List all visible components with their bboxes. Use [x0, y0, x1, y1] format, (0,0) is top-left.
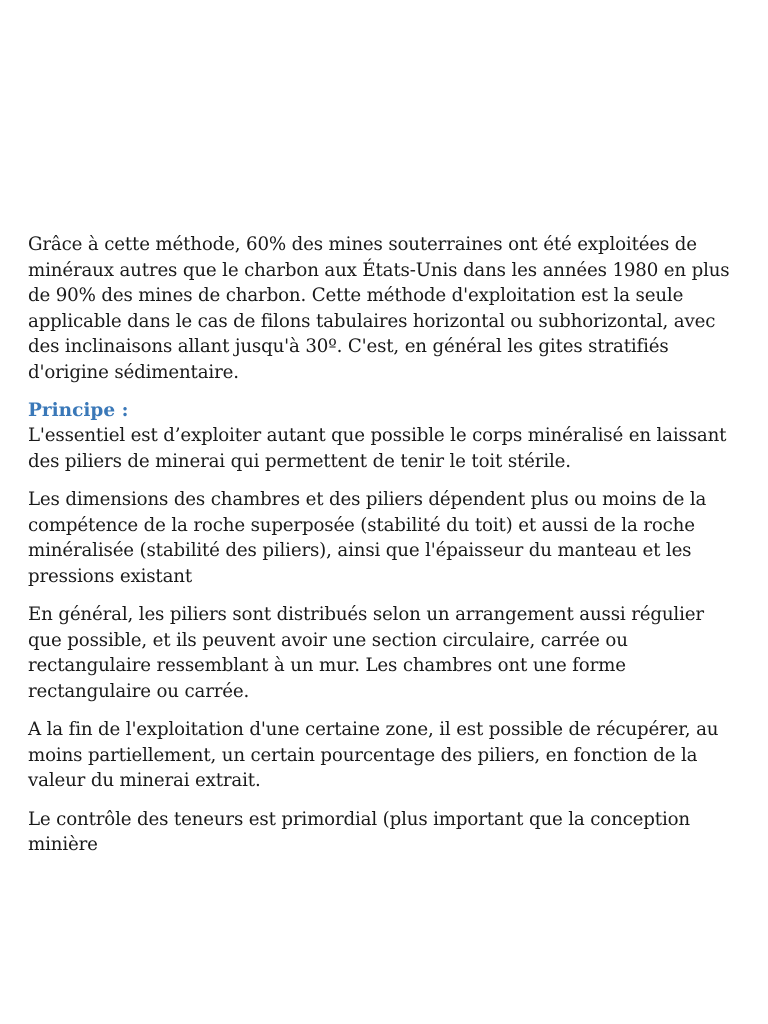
intro-paragraph: Grâce à cette méthode, 60% des mines souterraines ont été exploitées de minéraux autres que le charbon aux États-Unis dans les années 1980 en plus de 90% des mines de charbon. Cette méthode d'exploitation est la seule applicable dans le cas de filons tabulaires horizontal ou subhorizontal, avec des inclinaisons allant jusqu'à 30º. C'est, en général les gites stratifiés d'origine sédimentaire.: [28, 234, 730, 383]
document-page: [28, 232, 740, 855]
principe-paragraph-2: Les dimensions des chambres et des piliers dépendent plus ou moins de la compétence de la roche superposée (stabilité du toit) et aussi de la roche minéralisée (stabilité des piliers), ainsi que l'épaisseur du manteau et les pressions existant: [28, 489, 707, 587]
principe-paragraph-1: L'essentiel est d’exploiter autant que possible le corps minéralisé en laissant des piliers de minerai qui permettent de tenir le toit stérile.: [28, 425, 727, 472]
principe-paragraph-4: A la fin de l'exploitation d'une certaine zone, il est possible de récupérer, au moins partiellement, un certain pourcentage des piliers, en fonction de la valeur du minerai extrait.: [28, 719, 719, 791]
principe-paragraph-5: Le contrôle des teneurs est primordial (plus important que la conception minière: [28, 808, 690, 855]
principe-paragraph-3: En général, les piliers sont distribués selon un arrangement aussi régulier que possible, et ils peuvent avoir une section circulaire, carrée ou rectangulaire ressemblant à un mur. Les chambres ont une forme rectangulaire ou carrée.: [28, 604, 704, 702]
principe-heading: Principe :: [28, 400, 129, 421]
